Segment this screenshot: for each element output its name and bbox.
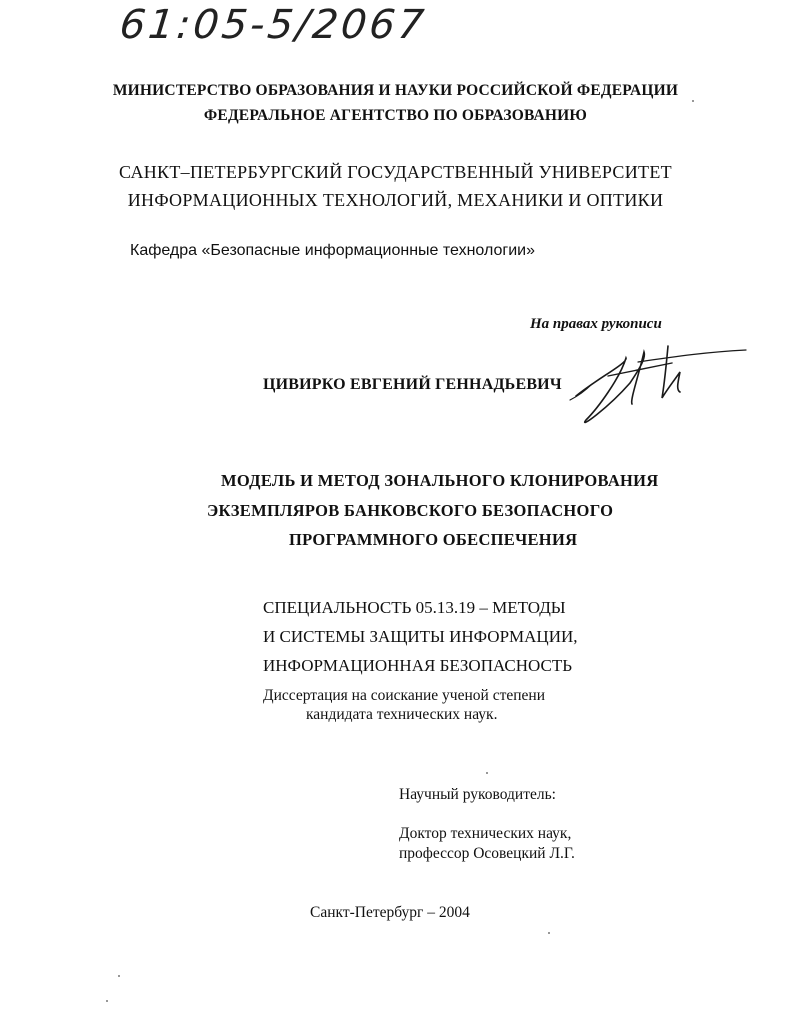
specialty-line-1: СПЕЦИАЛЬНОСТЬ 05.13.19 – МЕТОДЫ <box>263 598 566 617</box>
scan-speck <box>692 100 694 102</box>
dissertation-line-1: Диссертация на соискание ученой степени <box>263 687 545 704</box>
title-line-1: МОДЕЛЬ И МЕТОД ЗОНАЛЬНОГО КЛОНИРОВАНИЯ <box>221 471 659 490</box>
author-name: ЦИВИРКО ЕВГЕНИЙ ГЕННАДЬЕВИЧ <box>263 376 562 393</box>
scan-speck <box>548 932 550 934</box>
specialty-line-3: ИНФОРМАЦИОННАЯ БЕЗОПАСНОСТЬ <box>263 656 573 675</box>
department: Кафедра «Безопасные информационные технологии» <box>130 242 535 259</box>
ministry-line-1: МИНИСТЕРСТВО ОБРАЗОВАНИЯ И НАУКИ РОССИЙСКОЙ ФЕДЕРАЦИИ <box>112 82 679 99</box>
manuscript-rights: На правах рукописи <box>530 316 662 332</box>
scan-speck <box>106 1000 108 1002</box>
university-line-2: ИНФОРМАЦИОННЫХ ТЕХНОЛОГИЙ, МЕХАНИКИ И ОПТИКИ <box>127 190 664 210</box>
place-year: Санкт-Петербург – 2004 <box>310 904 470 921</box>
dissertation-line-2: кандидата технических наук. <box>306 706 498 723</box>
scan-speck <box>118 975 120 977</box>
specialty-line-2: И СИСТЕМЫ ЗАЩИТЫ ИНФОРМАЦИИ, <box>263 627 578 646</box>
signature-icon <box>568 338 748 428</box>
title-line-2: ЭКЗЕМПЛЯРОВ БАНКОВСКОГО БЕЗОПАСНОГО <box>207 501 614 520</box>
handwritten-archive-number: 61:05-5/2067 <box>117 2 429 48</box>
supervisor-degree: Доктор технических наук, <box>399 825 572 842</box>
scan-speck <box>486 772 488 774</box>
supervisor-name: профессор Осовецкий Л.Г. <box>399 845 575 862</box>
ministry-line-2: ФЕДЕРАЛЬНОЕ АГЕНТСТВО ПО ОБРАЗОВАНИЮ <box>203 107 588 124</box>
supervisor-label: Научный руководитель: <box>399 786 556 803</box>
title-line-3: ПРОГРАММНОГО ОБЕСПЕЧЕНИЯ <box>289 530 578 549</box>
university-line-1: САНКТ–ПЕТЕРБУРГСКИЙ ГОСУДАРСТВЕННЫЙ УНИВЕРСИТЕТ <box>119 162 672 182</box>
